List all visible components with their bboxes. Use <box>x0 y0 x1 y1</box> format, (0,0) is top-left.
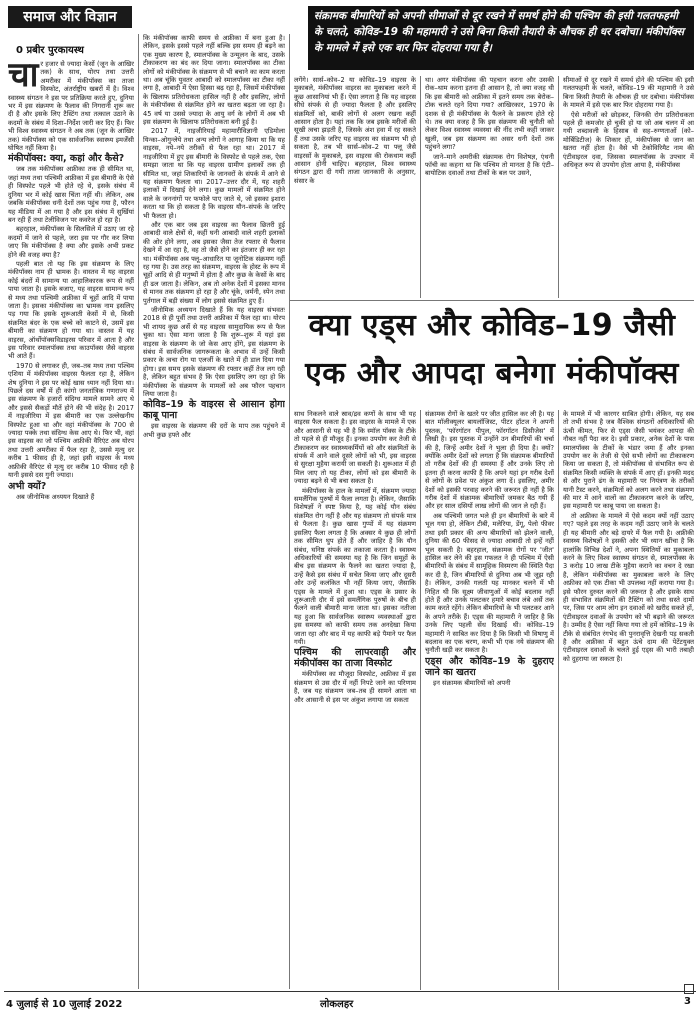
paragraph: जीनोमिक अध्ययन दिखाते हैं कि यह वाइरस संभवतः 2018 से ही पूर्वी तथा उत्तरी अफ्रीका में फैल रहा था। योरप भी शायद कुछ अर्से से यह वाइरस सामुदायिक रूप से फैल चुका था। ऐसा माना जाता है कि शुरू–शुरू में यहां इस वाइरस के संक्रमण के जो केस आए होंगे, इस संक्रमण के संबंध में सार्वजनिक जागरूकता के अभाव में उन्हें किसी प्रकार के त्वचा रोग या एलर्जी के खाते में ही डाल दिया गया होगा। इस समय इसके संक्रमण की रफ्तार कहीं तेज लग रही है, लेकिन बहुत संभव है कि ऐसा इसलिए लग रहा हो कि मंकीपॉक्स के संक्रमण के मामलों को अब फौरन पहचान लिया जाता है। <box>143 306 285 399</box>
column-rule <box>289 34 290 989</box>
footer-page-number: 3 <box>684 996 691 1007</box>
column-rule <box>420 410 421 990</box>
paragraph: र हजार से ज्यादा केसों (जून के आखिर तक) के साथ, योरप तथा उत्तरी अमरीका में मंकीपॉक्स का ताजा विस्फोट, अंतर्राष्ट्रीय खबरों में है। विश्व स्वास्थ्य संगठन ने इस पर प्रतिक्रिया करते हुए, दुनिया भर में इस संक्रमण के फैलाव की निगरानी शुरू कर दी है और इसके लिए टैस्टिंग तथा तत्काल उठाने के कदमों के संबंध में दिशा–निर्देश जारी कर दिए हैं। फिर भी विश्व स्वास्थ्य संगठन ने अब तक (जून के आखिर तक) मंकीपॉक्स को एक सार्वजनिक स्वास्थ्य इमर्जेंसी घोषित नहीं किया है। <box>8 60 134 153</box>
column-rule <box>420 76 421 298</box>
paragraph: 1970 से लगाकर ही, जब–तब मध्य तथा पश्चिम एशिया में मंकीपॉक्स वाइरस फैलता रहा है, लेकिन शेष दुनिया ने इस पर कोई खास ध्यान नहीं दिया था। पिछले दस वर्षों में ही कांगो जनतांत्रिक गणराज्य में इस संक्रमण के हजारों संदिग्ध मामले सामने आए थे और इससे सैकड़ों मौतें होने की भी संदेह है। 2017 में नाइजीरिया में इस बीमारी का एक उल्लेखनीय विस्फोट हुआ था और वहां मंकीपॉक्स के 700 से ज्यादा पक्के तथा संदिग्ध केस आए थे। फिर भी, वहां इस वाइरस का जो पश्चिम अफ्रीकी वैरिएंट अब योरप तथा उत्तरी अमरीका में फैल रहा है, उससे मृत्यु दर करीब 1 फीसद ही है, जहां इसी वाइरस के मध्य अफ्रीकी वैरिएंट से मृत्यु दर करीब 10 फीसद रही है यानी इससे दस गुनी ज्यादा। <box>8 361 134 480</box>
column-rule <box>558 76 559 298</box>
section-header: समाज और विज्ञान <box>8 6 132 28</box>
headline-line-2: एक और आपदा बनेगा मंकीपॉक्स <box>305 356 679 391</box>
paragraph: के मामले में भी कारगर साबित होगी। लेकिन, यह सब तो तभी संभव है जब वैश्विक संगठनों अधिकारियों की ऊंची कीमत, फिर से एड्स जैसी भयंकर आपदा की नौबत नहीं पैदा कर दे। इसी प्रकार, अनेक देशों के पास स्मालपॉक्स के टीकों के भंडार जमा हैं और इनका उपयोग कर के तेजी से ऐसे सभी लोगों का टीकाकरण किया जा सकता है, तो मंकीपॉक्स से संभावित रूप से संक्रमित किसी व्यक्ति के संपर्क में आए हों। इनकी मदद से और पुराने ढंग के महामारी पर नियंत्रण के तरीकों यानी टैस्ट करने, संक्रमितों को अलग करने तथा संक्रमण की मार में आने वालों का टीकाकरण करने के जरिए, इस महामारी पर काबू पाया जा सकता है। <box>563 410 694 511</box>
paragraph: अब जीनोमिक अध्ययन दिखाते हैं <box>16 492 95 501</box>
article-deck: संक्रामक बीमारियों को अपनी सीमाओं से दूर रखने में समर्थ होने की पश्चिम की इसी गलतफहमी के चलते, कोविड–19 की महामारी ने उसे बिना किसी तैयारी के औचक ही धर दबोचा। मंकीपॉक्स के मामले में इसे एक बार फिर दोहराया गया है। <box>308 6 694 70</box>
end-mark-icon <box>684 984 694 994</box>
subheading: पश्चिम की लापरवाही और मंकीपॉक्स का ताजा विस्फोट <box>294 647 416 670</box>
paragraph: संक्रामक रोगों के खतरे पर जीत हासिल कर ली है। यह बात मॉलीक्यूलर बायलॉजिस्ट, पीटर हॉटज ने अपनी पुस्तक, 'फॉरगॉटन पीपुल, फॉरगॉटन डिसीजेस' में लिखी है। इस पुस्तक में उन्होंने उन बीमारियों की चर्चा की है, जिन्हें अमीर देशों ने भुला ही दिया है। क्यों? क्योंकि अमीर देशों को लगता है कि संक्रामक बीमारियों तो गरीब देशों की ही समस्या हैं और उनके लिए तो इतना ही करना काफी है कि अपने यहां इन गरीब देशों से लोगों के प्रवेश पर अंकुश लगा दें। इसलिए, अमीर देशों को इसकी परवाह करने की जरूरत ही नहीं है कि गरीब देशों में संक्रामक बीमारियों जमकर बैठ गयी हैं और हर साल दसियों लाख लोगों की जान ले रही हैं। <box>425 410 554 511</box>
paragraph: इन संक्रामक बीमारियों को अपनी <box>433 678 511 687</box>
paragraph: बहरहाल, मंकीपॉक्स के सिलसिले में उठाए जा रहे कदमों में जाने से पहले, जरा इस पर गौर कर लिया जाए कि मंकीपॉक्स है क्या और इसके अभी प्रकट होने की वजह क्या है? <box>8 225 134 259</box>
paragraph: जाने–माने अमरीकी संक्रामक रोग विशेषज्ञ, एंथनी फाॅची का कहना था कि पश्चिम तो मानता है कि एंटी–बायोटिक दवाओं तथा टीकों के बल पर उसने, <box>425 152 554 178</box>
footer-date: 4 जुलाई से 10 जुलाई 2022 <box>6 999 123 1010</box>
paragraph: 2017 में, नाइजीरियाई महामारीविज्ञानी एडिमोला यिन्का–ओगुन्लेये तथा अन्य लोगों ने आगाह किया था कि यह वाइरस, नये–नये तरीकों से फैल रहा था। 2017 में नाइजीरिया में हुए इस बीमारी के विस्फोट से पहले तक, ऐसा समझा जाता था कि यह वाइरस ग्रामीण इलाकों तक ही सीमित था, जहां शिकारियों के जानवरों के संपर्क में आने से यह संक्रमण फैलता था। 2017–उत्तर दौर में, यह शहरी इलाकों में दिखाई देने लगा। कुछ मामलों में संक्रमित होने वाले के जननांगों पर फफोले पाए जाते थे, जो इसका इशारा करता था कि हो सकता है कि वाइरस यौन–संपर्क के जरिए भी फैलता हो। <box>143 127 285 220</box>
column-rule <box>138 34 139 989</box>
subheading: एड्स और कोविड–19 के दुहराए जाने का खतरा <box>425 655 554 678</box>
paragraph: मंकीपॉक्स का मौजूदा विस्फोट, अफ्रीका में इस संक्रमण से उस दौर में नहीं निपटे जाने का परिणाम है, जब यह संक्रमण जब–तब ही सामने आता था और आसानी से इस पर अंकुश लगाया जा सकता <box>294 670 416 704</box>
paragraph: साथ निकलने वाले स्राव/द्रव कणों के साथ भी यह वाइरस फैल सकता है। इस वाइरस के मामले में एक और आसानी से यह भी है कि स्मॉल पॉक्स के टीके तो पहले से ही मौजूद हैं। इनका उपयोग कर तेजी से टीकाकरण कर स्वास्थ्यकर्मियों को और संक्रमितों के संपर्क में आने वाले दूसरे लोगों को भी, इस वाइरस से सुरक्षा मुहैया करायी जा सकती है। शुरूआत में ही मिल जाए तो यह टीका, लोगों को इस बीमारी के ज्यादा बढ़ने से भी बचा सकता है। <box>294 410 416 486</box>
column-8 <box>563 410 694 980</box>
subheading: कोविड–19 के वाइरस से आसान होगा काबू पाना <box>143 399 285 422</box>
column-7 <box>425 410 554 988</box>
headline <box>290 302 694 406</box>
paragraph: लगेंगे। सार्स–कोव–2 या कोविड–19 वाइरस के मुकाबले, मंकीपॉक्स वाइरस का मुकाबला करने में कुछ आसानियां भी हैं। ऐसा लगता है कि यह वाइरस सीधे संपर्क से ही ज्यादा फैलता है और इसलिए संक्रमितों को, बाकी लोगों से अलग रखना कहीं आसान होता है। यहां तक कि जब इसके मरीजों की सूखी त्वचा झड़ती है, जिसके अंश हवा में रह सकते हैं तथा उसके जरिए यह वाइरस का संक्रमण भी हो सकता है, तब भी सार्स–कोव–2 या फ्लू जैसे वाइरसों के मुकाबले, इस वाइरस की रोकथाम कहीं आसान होनी चाहिए। बहरहाल, विश्व स्वास्थ्य संगठन द्वारा दी गयी ताजा जानकारी के अनुसार, संसार के <box>294 76 416 185</box>
footer-paper-name: लोकलहर <box>320 999 354 1010</box>
paragraph: कि मंकीपॉक्स काफी समय से अफ्रीका में बना हुआ है। लेकिन, इसके इससे पहले नहीं बल्कि इस समय ही बढ़ने का एक मुख्य कारण है, स्मालपॉक्स के उन्मूलन के बाद, उसके टीकाकरण का बंद कर दिया जाना। स्मालपॉक्स का टीका लोगों को मंकीपॉक्स के संक्रमण से भी बचाने का काम करता था। अब चूंकि युवतर आबादी को स्मालपॉक्स का टीका नहीं लगा है, आबादी में ऐसा हिस्सा बढ़ रहा है, जिसमें मंकीपॉक्स के खिलाफ प्रतिरोधकता हासिल नहीं है और इसलिए, लोगों के मंकीपॉक्स से संक्रमित होने का खतरा बढ़ता जा रहा है। 45 वर्ष या उससे ज्यादा के आयु वर्ग के लोगों में अब भी इस संक्रमण के खिलाफ प्रतिरोधकता बनी हुई है। <box>143 34 285 127</box>
subheading: अभी क्यों? <box>8 480 47 492</box>
paragraph: पहली बात तो यह कि इस संक्रमण के लिए मंकीपॉक्स नाम ही भ्रामक है। वास्तव में यह वाइरस कोई बंदरों में सामान्य या आहालिकारक रूप से नहीं पाया जाता है। इसके बजाए, यह वाइरस सामान्य रूप से मध्य तथा पश्चिमी अफ्रीका में चूहों आदि में पाया जाता है। इसका मंकीपॉक्स का भ्रामक नाम इसलिए पड़ गया कि इसके शुरूआती केसों में से, किसी संक्रमित बंदर के एक बच्चे को काटने से, उसमें इस बीमारी का संक्रमण हो गया था। वास्तव में यह वाइरस, ऑर्थोपॉक्सविडाइरस परिवार में आता है और इस परिवार स्मालपॉक्स तथा काउपॉक्स जैसे वाइरस भी आते हैं। <box>8 259 134 361</box>
headline-rule-top <box>290 300 694 301</box>
subheading: मंकीपॉक्स: क्या, कहां और कैसे? <box>8 153 125 165</box>
paragraph: तो अफ्रीका के मामले में ऐसे कदम क्यों नहीं उठाए गए? पहले इस तरह के कदम नहीं उठाए जाने के चलते ही यह बीमारी और बड़े दायरे में फैल गयी है। अफ्रीकी स्वास्थ्य विशेषज्ञों ने इसकी ओर भी ध्यान खींचा है कि हालांकि विभिन्न देशों ने, अपना स्थितियों का मुकाबला करने के लिए विश्व स्वास्थ्य संगठन से, स्मालपॉक्स के 3 करोड़ 10 लाख टीके मुहैया कराने का वचन दे रखा है, लेकिन मंकीपॉक्स का मुकाबला करने के लिए अफ्रीका को एक टीका भी उपलब्ध नहीं कराया गया है। इसे फौरन दुरुस्त करने की जरूरत है और इसके साथ ही संभावित संक्रमितों की टैस्टिंग को तथा सस्ते दामों पर, जिस पर आम लोग इन दवाओं को खरीद सकते हों, एंटीवाइरल दवाओं के उपयोग को भी बढ़ाने की जरूरत है। उम्मीद है ऐसा नहीं किया गया तो हमें कोविड–19 के टीके से संबंधित रंगभेद की पुनरावृत्ति देखनी पड़ सकती है और अफ्रीका में बहुत ऊंचे दाम की पेटेंटयुक्त एंटीवाइरल दवाओं के चलते हुई एड्स की भारी तबाही को दुहराया जा सकता है। <box>563 511 694 663</box>
footer-rule <box>4 991 696 992</box>
paragraph: सीमाओं से दूर रखने में समर्थ होने की पश्चिम की इसी गलतफहमी के चलते, कोविड–19 की महामारी ने उसे बिना किसी तैयारी के औचक ही धर दबोचा। मंकीपॉक्स के मामले में इसे एक बार फिर दोहराया गया है। <box>563 76 694 110</box>
headline-line-1: क्या एड्स और कोविड–19 जैसी <box>308 308 676 343</box>
dropcap: चा <box>8 60 39 95</box>
column-rule <box>558 410 559 990</box>
byline: 0 प्रबीर पुरकायस्थ <box>16 45 84 56</box>
column-1 <box>8 60 134 988</box>
paragraph: था। अगर मंकीपॉक्स की पहचान करना और उसकी रोक–थाम करना इतना ही आसान है, तो क्या वजह थी कि इस बीमारी को अफ्रीका में इतने समय तक बेरोक–टोक चलते रहने दिया गया? आखिरकार, 1970 के दशक से ही मंकीपॉक्स के फैलने के प्रकरण होते रहे थे। तब क्या वजह है कि इस संक्रमण की चुनौती को लेकर विश्व स्वास्थ्य व्यवस्था की नींद तभी कहीं जाकर खुली, जब इस संक्रमण का असर धनी देशों तक पहुंचने लगा? <box>425 76 554 152</box>
paragraph: इस वाइरस के संक्रमण की दरों के माप तक पहुंचने में अभी कुछ हफ्ते और <box>143 422 285 439</box>
paragraph: और एक बार जब इस वाइरस का फैलाव छितरी हुई आबादी वाले क्षेत्रों से, कहीं घनी आबादी वाले शहरी इलाकों की ओर होने लगा, अब इसका जैसा तेज रफ्तार से फैलाव देखने में आ रहा है, वह तो जैसे होने का इंतजार ही कर रहा था। मंकीपॉक्स अब फ्लू–आधारित या जूनोटिक संक्रमण नहीं रह गया है। उस तरह का संक्रमण, वाइरस के होस्ट के रूप में चूहों आदि से ही मनुष्यों में होता है और कुछ के केसों के बाद ही ढल जाता है। लेकिन, अब तो अनेक देशों में इसका मानव से मानव तक संक्रमण हो रहा है और चूंके, जर्मनी, स्पेन तथा पुर्तगाल में बड़ी संख्या में लोग इससे संक्रमित हुए हैं। <box>143 220 285 305</box>
column-3 <box>294 76 416 296</box>
paragraph: ऐसे मरीजों को छोड़कर, जिनकी रोग प्रतिरोधकता पहले ही कमजोर हो चुकी हो या जो अब चलन में आ गयी शब्दावली के हिसाब से सह–रुग्णताओं (को–मोर्बिडिटीज) के शिकार हों, मंकीपॉक्स से जान का खतरा नहीं होता है। वैसे भी टेकोविरिमैट नाम की एंटीवाइरल दवा, जिसका स्मालपॉक्स के उपचार में अधिकृत रूप से उपयोग होता आया है, मंकीपॉक्स <box>563 110 694 170</box>
column-4 <box>425 76 554 296</box>
column-5 <box>563 76 694 296</box>
paragraph: अब पश्चिमी जगत भले ही इन बीमारियों के बारे में भूल गया हो, लेकिन टीबी, मलेरिया, डेंगू, पेलो फीवर तथा इसी प्रकार की अन्य बीमारियों को झेलने वाली, दुनिया की 60 फीसद से ज्यादा आबादी तो इन्हें नहीं भूल सकती है। बहरहाल, संक्रामक रोगों पर 'जीत' हासिल कर लेने की इस गफलत ने ही पश्चिम में ऐसी बीमारियों के संबंध में सामूहिक विस्मरण की स्थिति पैदा कर दी है, जिन बीमारियों से दुनिया अब भी जूझ रही है। लेकिन, उनकी गलती यह मानकर चलने में भी निहित थी कि सूक्ष्म जीवाणुओं में कोई बदलाव नहीं होते हैं और उनके पलटकर हमारे बचाव लंबे अर्से तक काम करते रहेंगे। लेकिन बीमारियों के भी पलटकर आने के अपने तरीके हैं। एड्स की महामारी ने जाहिर है कि उनके लिए पहली सेंध दिखाई थी। कोविड–19 महामारी ने साबित कर दिया है कि किसी भी विषाणु में बदलाव का एक चरण, कभी भी एक नये संक्रमण की चुनौती खड़ी कर सकता है। <box>425 511 554 655</box>
paragraph: मंकीपॉक्स के हाल के मामलों में, संक्रमण ज्यादा समलैंगिक पुरुषों में फैला लगता है। लेकिन, जैसाकि विशेषज्ञों ने स्पष्ट किया है, यह कोई यौन संबंध संक्रमित रोग नहीं है और यह संक्रमण तो संपर्क मात्र से फैलता है। कुछ खास गुप्पों में यह संक्रमण इसलिए फैला लगता है कि अक्सर ये कुछ ही लोगों तक सीमित घुप होते हैं और जाहिर है कि यौन संबंध, घनिष्ठ संपर्क का तकाजा करता है। स्वास्थ्य अधिकारियों की समस्या यह है कि जिन समूहों के बीच इस संक्रमण के फैलने का खतरा ज्यादा है, उन्हें कैसे इस संबंध में सचेत किया जाए और दूसरी ओर उन्हें कलंकित भी नहीं किया जाए, जैसाकि एड्स के मामले में हुआ था। एड्स के प्रसार के शुरूआती दौर में इसे समलैंगिक पुरुषों के बीच ही फैलने वाली बीमारी माना जाता था। इसका नतीजा यह हुआ कि सार्वजनिक स्वास्थ्य व्यवस्थाओं द्वारा इस समस्या को काफी समय तक अनदेखा किया जाता रहा और बाद में यह काफी बड़े पैमाने पर फैल गयी। <box>294 486 416 646</box>
paragraph: जब तक मंकीपॉक्स अफ्रीका तक ही सीमित था, जहां मध्य तथा पश्चिमी अफ्रीका में इस बीमारी के ऐसे ही विस्फोट पहले भी होते रहे थे, इसके संबंध में दुनिया भर में कोई खास चिंता नहीं थी। लेकिन, अब जबकि मंकीपॉक्स धनी देशों तक पहुंच गया है, फौरन यह मीडिया में आ गया है और इस संबंध में सुर्खियां बन रही हैं तथा टेलीविजन पर कवरेज हो रहा है। <box>8 165 134 224</box>
column-6 <box>294 410 416 988</box>
column-2 <box>143 34 285 988</box>
